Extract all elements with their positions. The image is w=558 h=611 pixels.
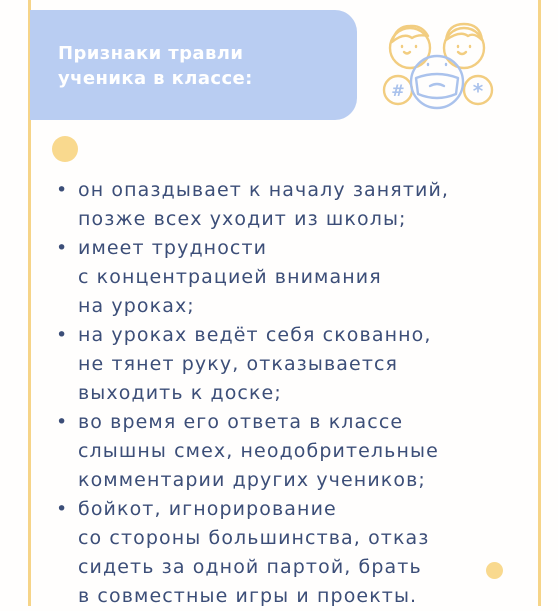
title-line-1: Признаки травли bbox=[58, 43, 244, 64]
list-item-text-line: со стороны большинства, отказ bbox=[78, 527, 430, 549]
right-frame-line bbox=[538, 0, 541, 606]
list-item bbox=[50, 408, 530, 495]
list-item-text-line: не тянет руку, отказывается bbox=[78, 353, 399, 375]
title-line-2: ученика в классе: bbox=[58, 68, 253, 89]
list-item-text-line: имеет трудности bbox=[78, 237, 268, 259]
list-item bbox=[50, 495, 530, 611]
list-item-text-line: в совместные игры и проекты. bbox=[78, 585, 418, 607]
children-faces-with-mask-icon bbox=[378, 12, 496, 124]
list-item-text-line: слышны смех, неодобрительные bbox=[78, 440, 439, 462]
list-item-text-line: сидеть за одной партой, брать bbox=[78, 556, 422, 578]
list-item-text-line: выходить к доске; bbox=[78, 382, 282, 404]
list-item-text-line: на уроках ведёт себя скованно, bbox=[78, 324, 432, 346]
list-item-text-line: бойкот, игнорирование bbox=[78, 498, 337, 520]
bullet-icon: • bbox=[56, 324, 68, 346]
list-item-text-line: с концентрацией внимания bbox=[78, 266, 382, 288]
bullet-icon: • bbox=[56, 179, 68, 201]
decorative-dot-top bbox=[52, 136, 78, 162]
signs-list bbox=[50, 176, 530, 611]
list-item-text-line: на уроках; bbox=[78, 295, 195, 317]
page-title bbox=[58, 41, 348, 91]
list-item bbox=[50, 176, 530, 234]
title-banner bbox=[30, 10, 357, 120]
list-item bbox=[50, 321, 530, 408]
list-item-text-line: комментарии других учеников; bbox=[78, 469, 426, 491]
list-item-text-line: он опаздывает к началу занятий, bbox=[78, 179, 450, 201]
hash-symbol: # bbox=[391, 81, 405, 100]
bullet-icon: • bbox=[56, 237, 68, 259]
bullet-icon: • bbox=[56, 498, 68, 520]
bullet-icon: • bbox=[56, 411, 68, 433]
list-item-text-line: позже всех уходит из школы; bbox=[78, 208, 407, 230]
star-symbol: * bbox=[472, 79, 484, 103]
list-item bbox=[50, 234, 530, 321]
list-item-text-line: во время его ответа в классе bbox=[78, 411, 404, 433]
